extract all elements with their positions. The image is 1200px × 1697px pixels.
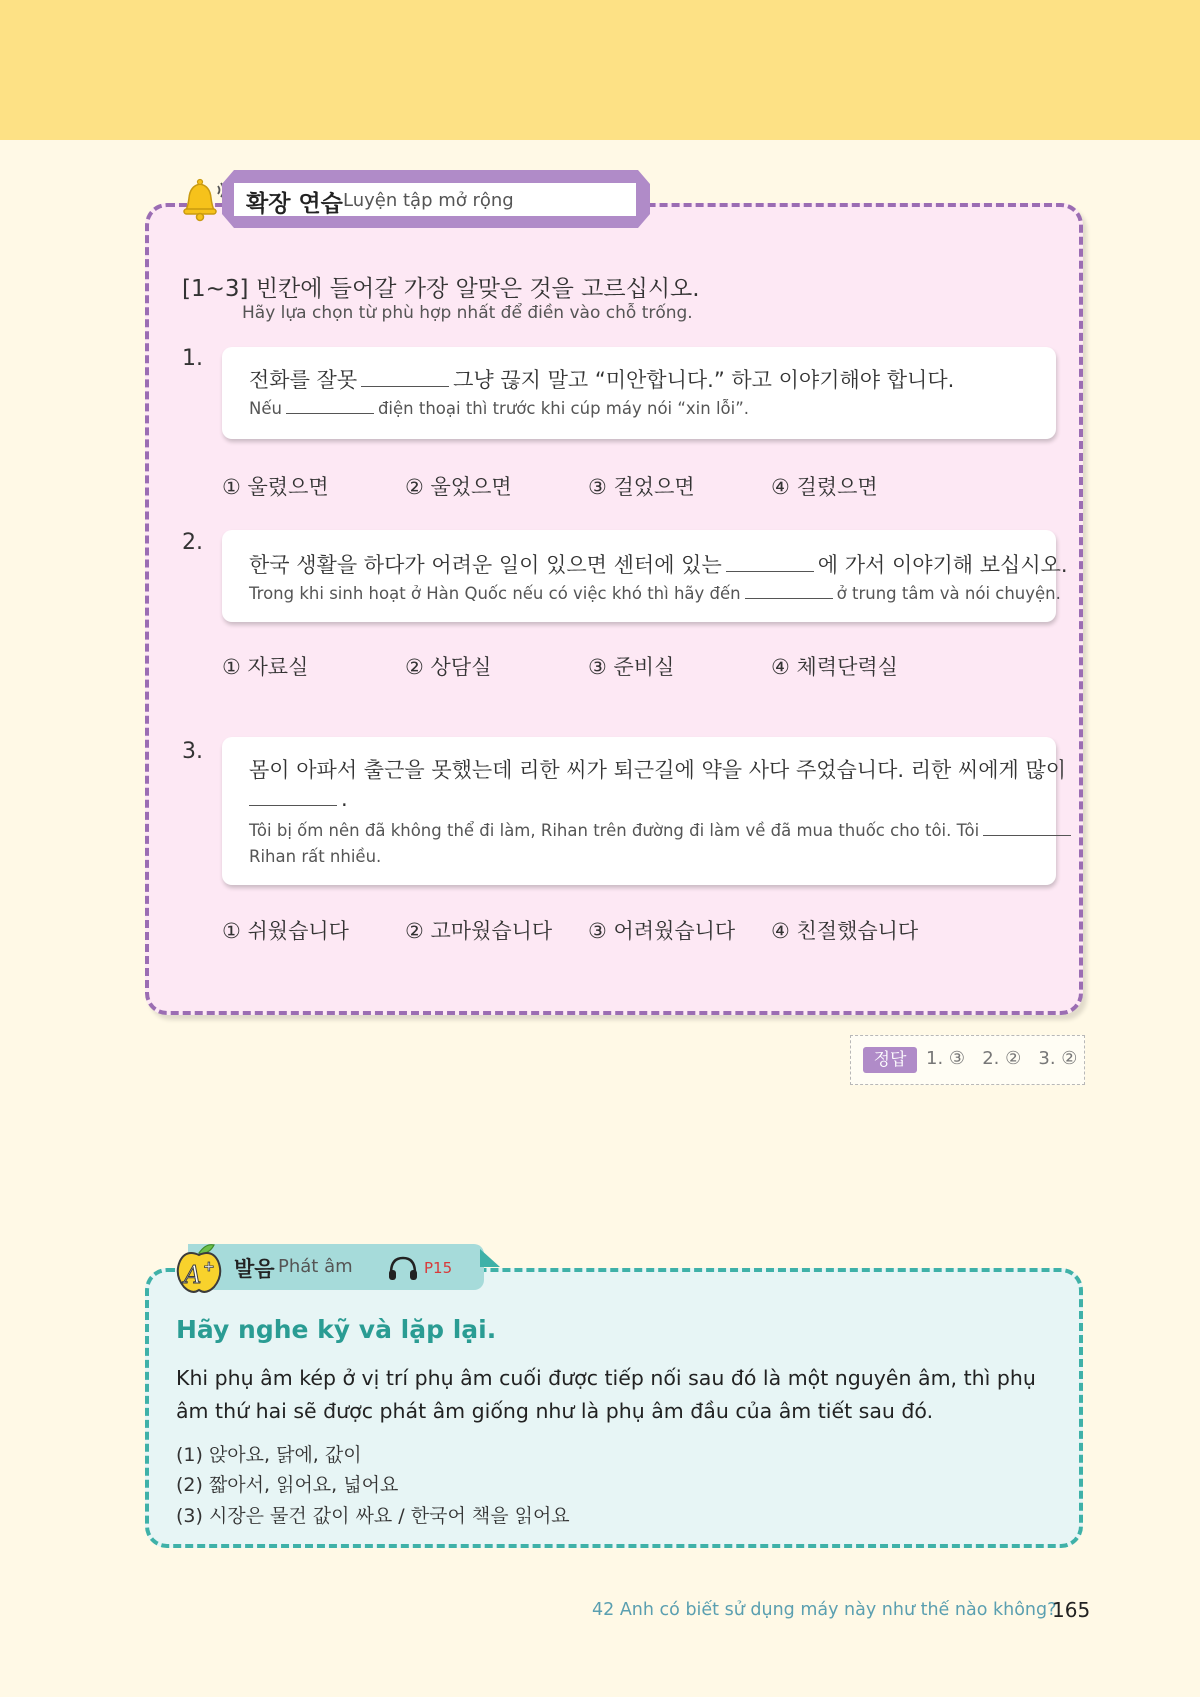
answer-blank	[983, 834, 1071, 836]
practice-title-vietnamese: Luyện tập mở rộng	[343, 190, 514, 211]
answer-option[interactable]: ① 울렸으면	[222, 475, 329, 499]
pronunciation-example: (2) 짧아서, 읽어요, 넓어요	[176, 1474, 399, 1496]
pronunciation-title-korean: 발음	[234, 1257, 275, 1281]
answer-option[interactable]: ③ 어려웠습니다	[588, 919, 736, 943]
question-text-vietnamese	[249, 399, 749, 418]
answer-option[interactable]: ① 쉬웠습니다	[222, 919, 349, 943]
page-number: 165	[1052, 1598, 1091, 1622]
answer-blank	[361, 385, 449, 387]
question-text-vietnamese	[249, 584, 1061, 603]
practice-title-korean: 확장 연습	[246, 191, 343, 217]
answer-key-box	[850, 1035, 1085, 1085]
answer-blank	[726, 570, 814, 572]
question-text-korean	[249, 364, 954, 394]
answer-option[interactable]: ② 고마웠습니다	[405, 919, 553, 943]
answer-key-text: 1. ③ 2. ② 3. ②	[926, 1048, 1078, 1069]
headphones-icon[interactable]	[386, 1253, 420, 1283]
pronunciation-description: Khi phụ âm kép ở vị trí phụ âm cuối được tiếp nối sau đó là một nguyên âm, thì phụ âm thứ hai sẽ được phát âm giống như là phụ âm đầu của âm tiết sau đó.	[176, 1366, 1036, 1423]
answer-option[interactable]: ② 상담실	[405, 655, 492, 679]
answer-option[interactable]: ① 자료실	[222, 655, 309, 679]
pronunciation-example: (1) 앉아요, 닭에, 값이	[176, 1444, 362, 1466]
pronunciation-title-vietnamese: Phát âm	[278, 1256, 353, 1277]
answer-option[interactable]: ④ 체력단력실	[771, 655, 898, 679]
pronunciation-banner-tip	[480, 1249, 500, 1267]
question-text-vietnamese	[249, 821, 1075, 840]
question-card	[222, 737, 1067, 885]
question-text-vietnamese-continued: Rihan rất nhiều.	[249, 847, 382, 866]
question-text-part: ở trung tâm và nói chuyện.	[836, 584, 1061, 603]
apple-a-plus-icon	[172, 1239, 226, 1295]
question-number: 3.	[182, 739, 203, 764]
answer-blank	[745, 597, 833, 599]
question-text-part: Trong khi sinh hoạt ở Hàn Quốc nếu có việc khó thì hãy đến	[249, 584, 741, 603]
answer-blank	[249, 804, 337, 806]
answer-key-label: 정답	[863, 1047, 917, 1073]
question-text-korean	[249, 549, 1068, 579]
question-number: 1.	[182, 346, 203, 371]
pronunciation-example: (3) 시장은 물건 값이 싸요 / 한국어 책을 읽어요	[176, 1505, 570, 1527]
instruction-korean: [1~3] 빈칸에 들어갈 가장 알맞은 것을 고르십시오.	[182, 276, 700, 302]
pronunciation-heading: Hãy nghe kỹ và lặp lại.	[176, 1315, 497, 1344]
question-text-part: Nếu	[249, 399, 282, 418]
question-text-part: 한국 생활을 하다가 어려운 일이 있으면 센터에 있는	[249, 553, 722, 577]
question-text-part: 에 가서 이야기해 보십시오.	[817, 553, 1068, 577]
answer-option[interactable]: ④ 걸렸으면	[771, 475, 878, 499]
top-color-band	[0, 0, 1200, 140]
lesson-title-footer: 42 Anh có biết sử dụng máy này như thế nào không?	[592, 1600, 1057, 1620]
question-card	[222, 530, 1068, 622]
answer-option[interactable]: ④ 친절했습니다	[771, 919, 919, 943]
svg-text:+: +	[203, 1259, 215, 1275]
answer-option[interactable]: ③ 준비실	[588, 655, 675, 679]
question-text-part: Tôi bị ốm nên đã không thể đi làm, Rihan trên đường đi làm về đã mua thuốc cho tôi. Tôi	[249, 821, 980, 840]
answer-option[interactable]: ③ 걸었으면	[588, 475, 695, 499]
question-text-korean-continued	[249, 787, 348, 811]
answer-blank	[286, 412, 374, 414]
svg-text:A: A	[184, 1261, 202, 1289]
answer-option[interactable]: ② 울었으면	[405, 475, 512, 499]
audio-track-page[interactable]: P15	[424, 1259, 453, 1277]
question-text-part: điện thoại thì trước khi cúp máy nói “xin lỗi”.	[377, 399, 750, 418]
bell-icon	[178, 176, 226, 224]
question-text-korean: 몸이 아파서 출근을 못했는데 리한 씨가 퇴근길에 약을 사다 주었습니다. 리한 씨에게 많이	[249, 758, 1067, 782]
question-text-part: 그냥 끊지 말고 “미안합니다.” 하고 이야기해야 합니다.	[453, 368, 955, 392]
question-number: 2.	[182, 530, 203, 555]
instruction-vietnamese: Hãy lựa chọn từ phù hợp nhất để điền vào chỗ trống.	[242, 303, 693, 323]
question-text-part: .	[341, 787, 348, 811]
question-text-part: 전화를 잘못	[249, 368, 358, 392]
question-card	[222, 347, 1056, 439]
